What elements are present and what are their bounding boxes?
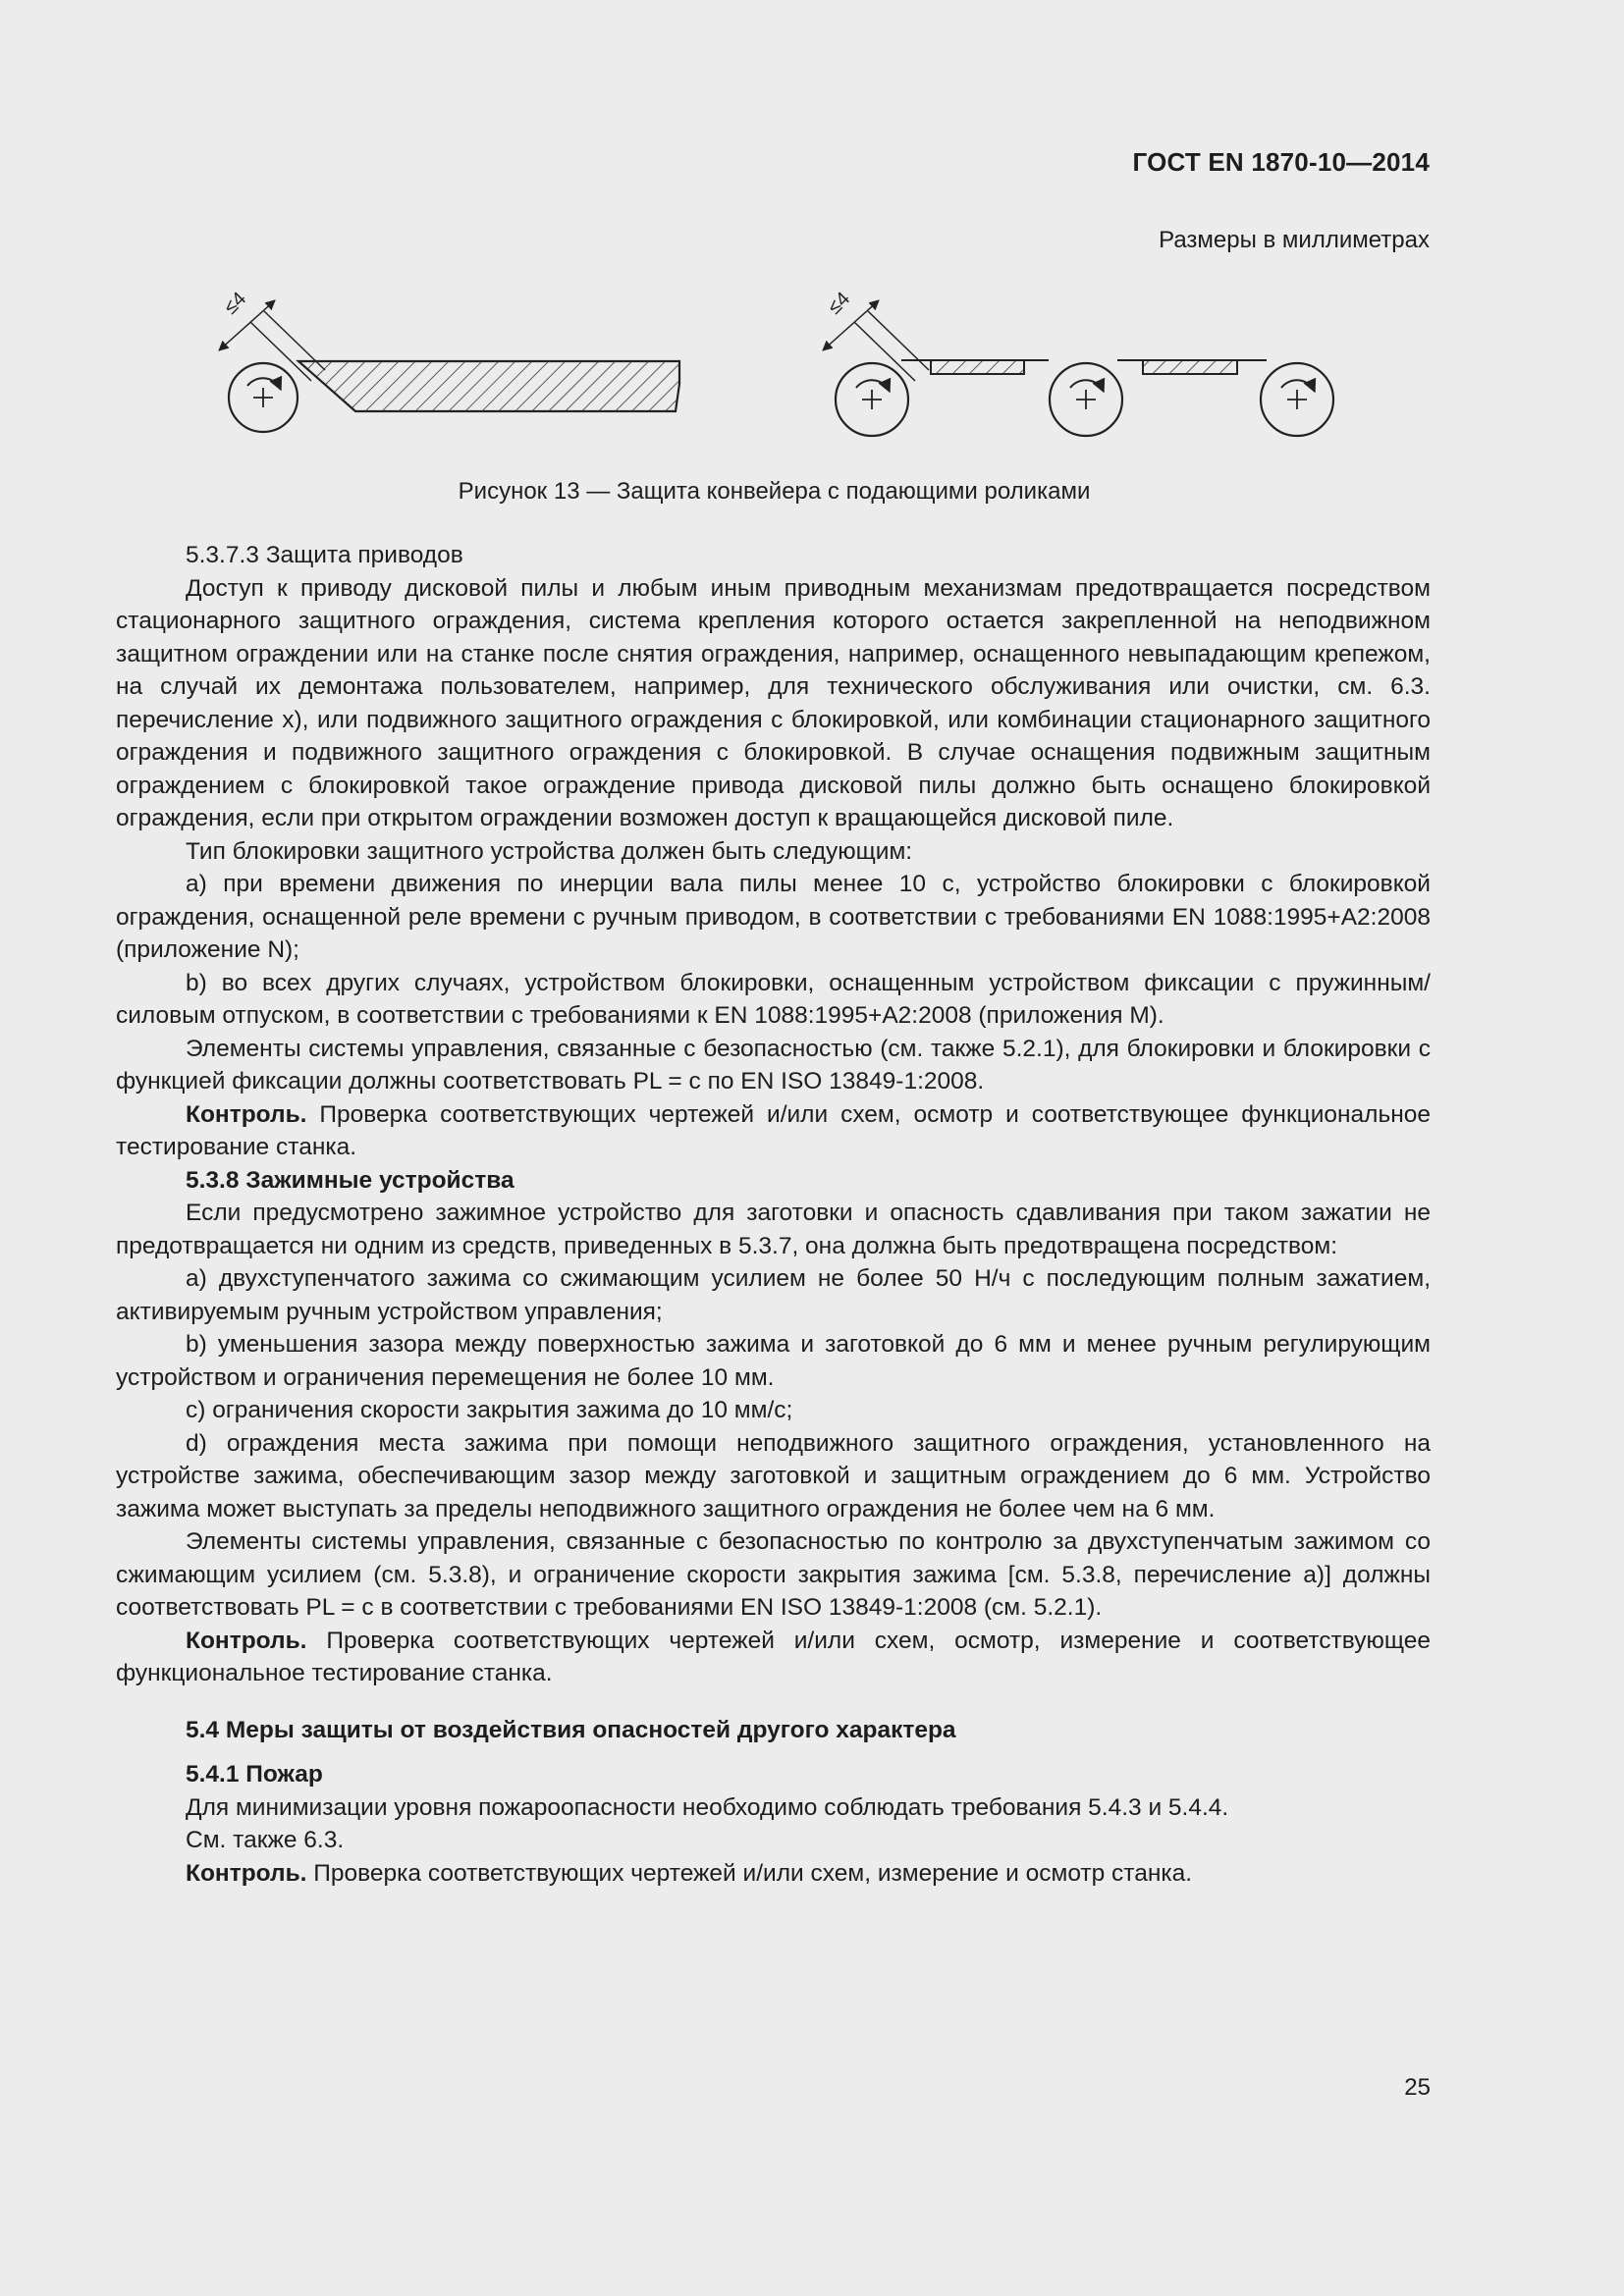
body-text bbox=[116, 539, 1431, 1890]
dimension-label-right: ≤4 bbox=[823, 288, 855, 319]
hatched-guard-left bbox=[298, 361, 679, 411]
section-54-title: 5.4 Меры защиты от воздействия опасностей другого характера bbox=[186, 1716, 956, 1743]
roller-left bbox=[229, 363, 298, 432]
paragraph: Для минимизации уровня пожароопасности необходимо соблюдать требования 5.4.3 и 5.4.4. bbox=[186, 1793, 1229, 1821]
paragraph: Элементы системы управления, связанные с безопасностью по контролю за двухступенчатым зажимом со сжимающим усилием (см. 5.3.8), и ограничение скорости закрытия зажима [см. 5.3.8, перечисление a)] должны соответствовать PL = c в соответствии с требованиями EN ISO 13849-1:2008 (см. 5.2.1). bbox=[116, 1528, 1431, 1621]
control-text: Проверка соответствующих чертежей и/или схем, осмотр и соответствующее функциональное тестирование станка. bbox=[116, 1100, 1431, 1160]
control-text: Проверка соответствующих чертежей и/или схем, осмотр, измерение и соответствующее функциональное тестирование станка. bbox=[116, 1627, 1431, 1686]
paragraph: См. также 6.3. bbox=[186, 1827, 345, 1853]
figure-caption: Рисунок 13 — Защита конвейера с подающими роликами bbox=[458, 478, 1091, 505]
right-view bbox=[823, 288, 1333, 436]
paragraph: Доступ к приводу дисковой пилы и любым иным приводным механизмам предотвращается посредством стационарного защитного ограждения, система крепления которого остается закрепленной на неподвижном защитном ограждении или на станке после снятия ограждения, например, оснащенного невыпадающим крепежом, на случай их демонтажа пользователем, например, для технического обслуживания или очистки, см. 6.3. перечисление x), или подвижного защитного ограждения с блокировкой, или комбинации стационарного защитного ограждения и подвижного защитного ограждения с блокировкой. В случае оснащения подвижным защитным ограждением с блокировкой такое ограждение привода дисковой пилы должно быть оснащено блокировкой ограждения, если при открытом ограждении возможен доступ к вращающейся дисковой пиле. bbox=[116, 574, 1431, 831]
section-538-title: 5.3.8 Зажимные устройства bbox=[186, 1166, 514, 1194]
roller-right-2 bbox=[1050, 363, 1122, 436]
control-label: Контроль. bbox=[186, 1859, 307, 1887]
roller-right-3 bbox=[1261, 363, 1333, 436]
list-item: a) при времени движения по инерции вала пилы менее 10 с, устройство блокировки с блокировкой ограждения, оснащенной реле времени с ручным приводом, в соответствии с требованиями EN 1088:1995+A2:2008 (приложение N); bbox=[116, 871, 1431, 963]
paragraph: Элементы системы управления, связанные с безопасностью (см. также 5.2.1), для блокировки и блокировки с функцией фиксации должны соответствовать PL = c по EN ISO 13849-1:2008. bbox=[116, 1035, 1431, 1095]
hatched-plate-1 bbox=[931, 360, 1024, 374]
section-5373-title: 5.3.7.3 Защита приводов bbox=[186, 542, 463, 568]
dimension-label-left: ≤4 bbox=[219, 288, 251, 319]
page-number: 25 bbox=[1404, 2074, 1431, 2101]
list-item: b) уменьшения зазора между поверхностью зажима и заготовкой до 6 мм и менее ручным регулирующим устройством и ограничения перемещения не более 10 мм. bbox=[116, 1331, 1431, 1391]
paragraph: Если предусмотрено зажимное устройство для заготовки и опасность сдавливания при таком зажатии не предотвращается ни одним из средств, приведенных в 5.3.7, она должна быть предотвращена посредством: bbox=[116, 1200, 1431, 1259]
control-paragraph bbox=[116, 1857, 1431, 1891]
control-label: Контроль. bbox=[186, 1100, 307, 1128]
paragraph: Тип блокировки защитного устройства должен быть следующим: bbox=[186, 837, 913, 865]
list-item: a) двухступенчатого зажима со сжимающим усилием не более 50 Н/ч с последующим полным зажатием, активируемым ручным устройством управления; bbox=[116, 1265, 1431, 1325]
control-text: Проверка соответствующих чертежей и/или схем, измерение и осмотр станка. bbox=[306, 1859, 1193, 1887]
standard-designation: ГОСТ EN 1870-10—2014 bbox=[1132, 147, 1430, 177]
list-item: d) ограждения места зажима при помощи неподвижного защитного ограждения, установленного на устройстве зажима, обеспечивающим зазор между заготовкой и защитным ограждением до 6 мм. Устройство зажима может выступать за пределы неподвижного защитного ограждения не более чем на 6 мм. bbox=[116, 1429, 1431, 1522]
list-item: b) во всех других случаях, устройством блокировки, оснащенным устройством фиксации с пружинным/силовым отпуском, в соответствии с требованиями к EN 1088:1995+A2:2008 (приложения M). bbox=[116, 969, 1431, 1029]
left-view bbox=[219, 288, 679, 432]
control-paragraph bbox=[116, 1098, 1431, 1164]
hatched-plate-2 bbox=[1143, 360, 1237, 374]
figure-13-drawing bbox=[196, 280, 1375, 452]
conveyor-rollers-diagram bbox=[196, 280, 1375, 452]
section-541-title: 5.4.1 Пожар bbox=[186, 1761, 323, 1788]
roller-right-1 bbox=[836, 363, 908, 436]
control-label: Контроль. bbox=[186, 1627, 307, 1654]
units-note: Размеры в миллиметрах bbox=[1159, 227, 1430, 253]
control-paragraph bbox=[116, 1625, 1431, 1690]
list-item: c) ограничения скорости закрытия зажима до 10 мм/с; bbox=[186, 1397, 793, 1423]
